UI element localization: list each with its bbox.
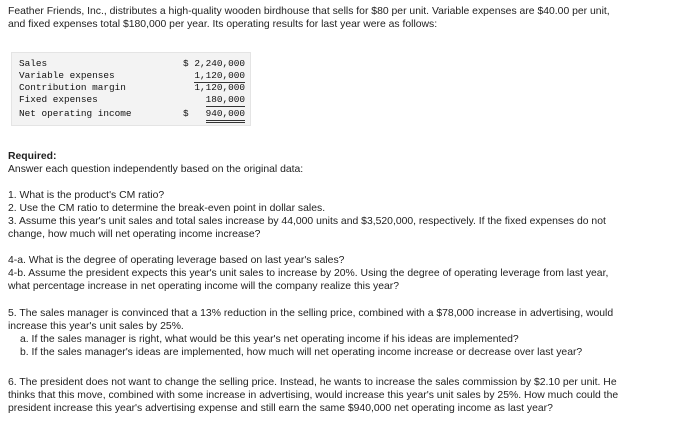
currency-symbol: $ (183, 58, 189, 69)
income-statement-table (11, 52, 251, 126)
question-4a: 4-a. What is the degree of operating leverage based on last year's sales? (8, 255, 345, 266)
statement-label: Sales (19, 58, 48, 69)
question-4b-line-2: what percentage increase in net operating income will the company realize this year? (8, 281, 400, 292)
intro-line-1: Feather Friends, Inc., distributes a high-quality wooden birdhouse that sells for $80 per unit. Variable expenses are $40.00 per unit, (8, 6, 610, 17)
questions-4 (8, 254, 696, 293)
intro-paragraph (8, 5, 696, 31)
required-heading: Required: (8, 151, 57, 162)
statement-amount: 1,120,000 (194, 70, 245, 81)
currency-symbol: $ (183, 108, 189, 119)
question-4b-line-1: 4-b. Assume the president expects this year's unit sales to increase by 20%. Using the degree of operating leverage from last year, (8, 268, 609, 279)
statement-amount: 940,000 (206, 108, 245, 123)
statement-label: Contribution margin (19, 82, 126, 93)
questions-5 (8, 307, 696, 359)
question-6-line-2: thinks that this move, combined with some increase in advertising, would increase this year's unit sales by 25%. How much could the (8, 390, 619, 401)
question-6-line-3: president increase this year's advertising expense and still earn the same $940,000 net operating income as last year? (8, 403, 553, 414)
question-2: 2. Use the CM ratio to determine the break-even point in dollar sales. (8, 203, 326, 214)
questions-1-3 (8, 189, 696, 241)
required-instructions: Answer each question independently based on the original data: (8, 164, 304, 175)
question-5-line-2: increase this year's unit sales by 25%. (8, 321, 184, 332)
statement-label: Fixed expenses (19, 94, 98, 105)
statement-amount: 2,240,000 (194, 58, 245, 69)
questions-6 (8, 376, 696, 415)
question-3-line-2: change, how much will net operating income increase? (8, 229, 261, 240)
question-3-line-1: 3. Assume this year's unit sales and total sales increase by 44,000 units and $3,520,000, respectively. If the fixed expenses do not (8, 216, 606, 227)
statement-label: Net operating income (19, 108, 132, 119)
statement-label: Variable expenses (19, 70, 115, 81)
required-section (8, 150, 696, 176)
statement-row-variable-expenses (19, 70, 245, 82)
statement-row-contribution-margin (19, 82, 245, 94)
statement-amount: 1,120,000 (194, 82, 245, 93)
question-1: 1. What is the product's CM ratio? (8, 190, 165, 201)
question-5-line-1: 5. The sales manager is convinced that a 13% reduction in the selling price, combined with a $78,000 increase in advertising, would (8, 308, 614, 319)
question-5b: b. If the sales manager's ideas are implemented, how much will net operating income increase or decrease over last year? (20, 347, 583, 358)
question-5a: a. If the sales manager is right, what would be this year's net operating income if his ideas are implemented? (20, 334, 519, 345)
statement-row-sales (19, 58, 245, 70)
intro-line-2: and fixed expenses total $180,000 per year. Its operating results for last year were as follows: (8, 19, 438, 30)
statement-row-fixed-expenses (19, 94, 245, 106)
statement-amount: 180,000 (205, 94, 245, 105)
question-6-line-1: 6. The president does not want to change the selling price. Instead, he wants to increase the sales commission by $2.10 per unit. He (8, 377, 617, 388)
statement-row-net-operating-income (19, 108, 245, 120)
